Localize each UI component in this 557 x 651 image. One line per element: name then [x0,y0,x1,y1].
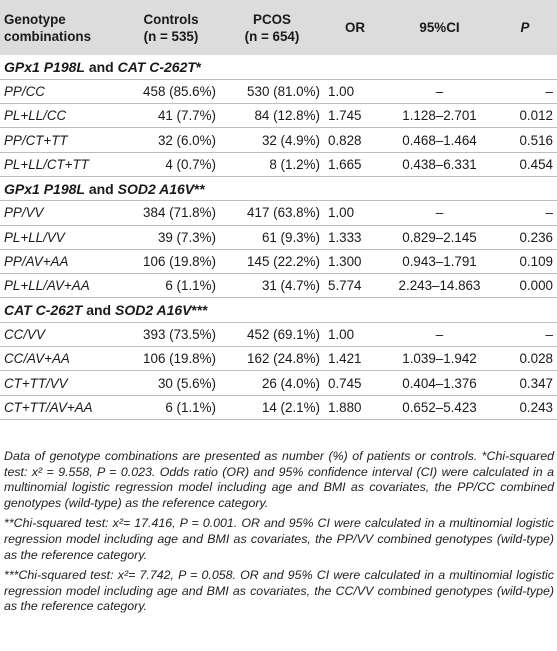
or-cell: 1.665 [328,156,362,172]
controls-cell: 106 (19.8%) [143,254,216,270]
p-cell: – [545,326,553,342]
pcos-cell: 84 (12.8%) [254,108,320,124]
section-header [0,55,557,79]
controls-cell: 32 (6.0%) [157,132,216,148]
pcos-cell: 417 (63.8%) [247,205,320,221]
controls-cell: 41 (7.7%) [157,108,216,124]
section-title: GPx1 P198L and SOD2 A16V** [0,176,557,200]
ci-cell: – [435,326,444,342]
ci-cell: 1.128–2.701 [402,108,477,124]
pcos-cell: 61 (9.3%) [261,229,320,245]
or-cell: 1.333 [328,229,362,245]
ci-cell: 0.468–1.464 [402,132,477,148]
controls-cell: 6 (1.1%) [165,399,216,415]
table-row [0,395,557,419]
ci-cell: – [435,205,444,221]
section-header [0,176,557,200]
ci-cell: – [435,83,444,99]
or-cell: 0.828 [328,132,362,148]
ci-cell: 0.652–5.423 [402,399,477,415]
table-header [0,0,557,55]
controls-cell: 4 (0.7%) [165,156,216,172]
header-controls: Controls (n = 535) [143,11,199,44]
section-title: CAT C-262T and SOD2 A16V*** [0,298,557,322]
controls-cell: 384 (71.8%) [143,205,216,221]
controls-cell: 458 (85.6%) [143,83,216,99]
pcos-cell: 145 (22.2%) [247,254,320,270]
or-cell: 1.00 [328,205,355,221]
pcos-cell: 31 (4.7%) [261,278,320,294]
or-cell: 5.774 [328,278,362,294]
genotype-cell: PL+LL/CC [4,108,67,124]
genotype-cell: PP/AV+AA [4,254,69,270]
or-cell: 1.00 [328,326,355,342]
genotype-cell: PL+LL/AV+AA [4,278,90,294]
footnote-2: **Chi-squared test: x²= 17.416, P = 0.001. OR and 95% CI were calculated in a multinomial logistic regression model including age and BMI as covariates, the PP/VV combined genotypes (wild-type) as the reference category. [4,516,554,562]
pcos-cell: 32 (4.9%) [261,132,320,148]
p-cell: 0.236 [519,229,553,245]
header-genotype: Genotype combinations [4,11,92,44]
ci-cell: 0.829–2.145 [402,229,477,245]
pcos-cell: 530 (81.0%) [247,83,320,99]
table-row [0,201,557,225]
table-row [0,225,557,249]
pcos-cell: 162 (24.8%) [247,351,320,367]
table-row [0,104,557,128]
genotype-cell: CC/VV [4,326,45,342]
p-cell: – [545,83,553,99]
genotype-cell: PL+LL/VV [4,229,65,245]
pcos-cell: 452 (69.1%) [247,326,320,342]
footnote-3: ***Chi-squared test: x²= 7.742, P = 0.058. OR and 95% CI were calculated in a multinomial logistic regression model including age and BMI as covariates, the CC/VV combined genotypes (wild-type) as the reference category. [4,568,554,614]
controls-cell: 39 (7.3%) [157,229,216,245]
or-cell: 1.300 [328,254,362,270]
or-cell: 1.421 [328,351,362,367]
genotype-cell: CT+TT/VV [4,375,68,391]
header-pcos: PCOS (n = 654) [244,11,300,44]
genotype-cell: CT+TT/AV+AA [4,399,93,415]
p-cell: 0.012 [519,108,553,124]
table-row [0,322,557,346]
section-title: GPx1 P198L and CAT C-262T* [0,55,557,79]
table-row [0,152,557,176]
table-row [0,347,557,371]
footnote-1: Data of genotype combinations are presented as number (%) of patients or controls. *Chi-squared test: x² = 9.558, P = 0.023. Odds ratio (OR) and 95% confidence interval (CI) were calculated in a multinomial logistic regression model including age and BMI as covariates, the PP/CC combined genotypes (wild-type) as the reference category. [4,449,554,510]
p-cell: 0.243 [519,399,553,415]
section-header [0,298,557,322]
header-or: OR [344,20,366,35]
p-cell: 0.347 [519,375,553,391]
p-cell: 0.109 [519,254,553,270]
controls-cell: 106 (19.8%) [143,351,216,367]
genotype-cell: PP/CT+TT [4,132,68,148]
controls-cell: 6 (1.1%) [165,278,216,294]
ci-cell: 2.243–14.863 [398,278,481,294]
table-row [0,79,557,103]
p-cell: 0.028 [519,351,553,367]
header-p: P [520,20,530,35]
genotype-cell: CC/AV+AA [4,351,70,367]
header-ci: 95%CI [419,20,460,35]
table-body [0,55,557,419]
controls-cell: 30 (5.6%) [157,375,216,391]
pcos-cell: 26 (4.0%) [261,375,320,391]
genotype-cell: PP/CC [4,83,45,99]
controls-cell: 393 (73.5%) [143,326,216,342]
table-row [0,371,557,395]
table-row [0,249,557,273]
genotype-cell: PL+LL/CT+TT [4,156,89,172]
p-cell: 0.454 [519,156,553,172]
ci-cell: 0.943–1.791 [402,254,477,270]
pcos-cell: 8 (1.2%) [269,156,320,172]
pcos-cell: 14 (2.1%) [261,399,320,415]
table-row [0,274,557,298]
or-cell: 1.00 [328,83,355,99]
or-cell: 1.880 [328,399,362,415]
ci-cell: 0.438–6.331 [402,156,477,172]
table-row [0,128,557,152]
table-footnotes [4,449,554,620]
p-cell: 0.516 [519,132,553,148]
or-cell: 0.745 [328,375,362,391]
p-cell: – [545,205,553,221]
ci-cell: 1.039–1.942 [402,351,477,367]
p-cell: 0.000 [519,278,553,294]
ci-cell: 0.404–1.376 [402,375,477,391]
genotype-cell: PP/VV [4,205,44,221]
or-cell: 1.745 [328,108,362,124]
